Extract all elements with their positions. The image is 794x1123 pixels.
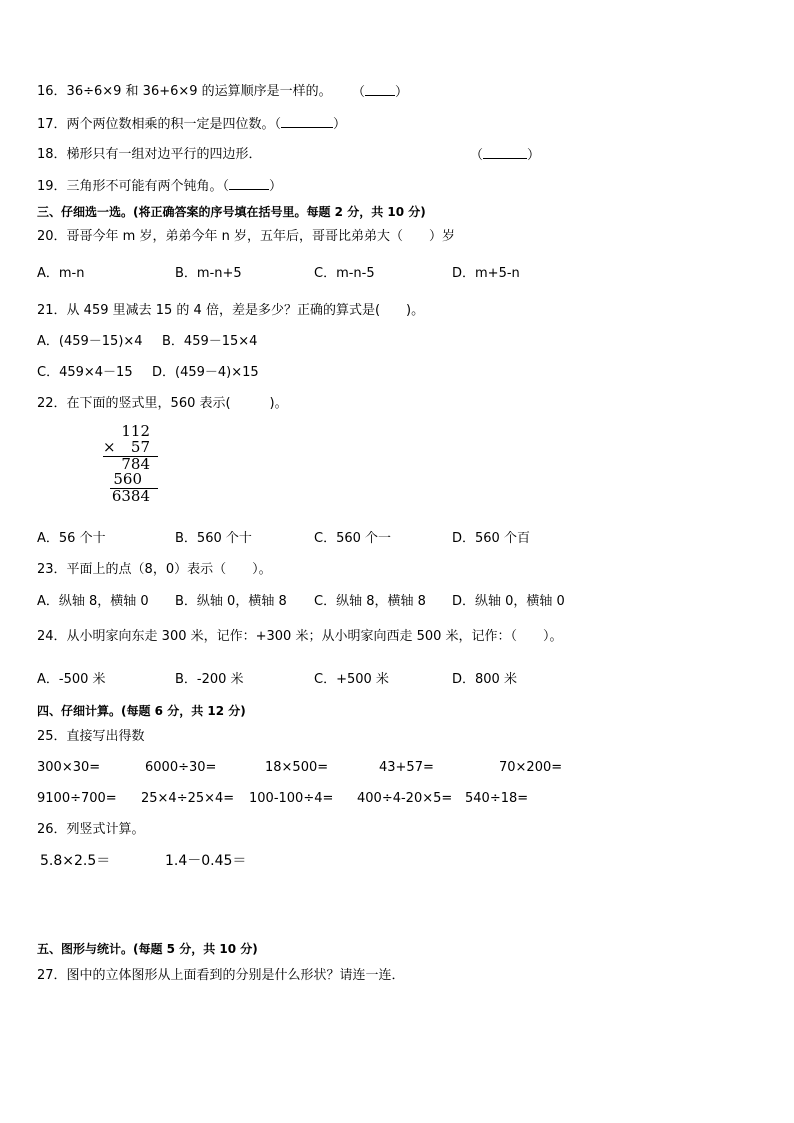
q20-option-c[interactable]: C．m-n-5: [314, 266, 375, 281]
question-25: 25．直接写出得数: [37, 729, 145, 744]
question-text: 19．三角形不可能有两个钝角。（: [37, 179, 230, 194]
product-result: 6384: [111, 487, 150, 505]
answer-blank-16[interactable]: （ ）: [352, 85, 409, 100]
vertical-calc-item: 5.8×2.5＝: [40, 853, 111, 869]
question-22: 22．在下面的竖式里，560 表示( )。: [37, 396, 288, 411]
calc-item: 300×30=: [37, 760, 101, 775]
question-text: 18．梯形只有一组对边平行的四边形．: [37, 147, 262, 162]
section-5-heading: 五、图形与统计。(每题 5 分，共 10 分): [37, 942, 258, 956]
question-27: 27．图中的立体图形从上面看到的分别是什么形状？请连一连．: [37, 968, 405, 983]
q23-option-c[interactable]: C．纵轴 8，横轴 8: [314, 594, 426, 609]
question-18: [37, 147, 262, 163]
calc-item: 70×200=: [499, 760, 563, 775]
section-4-heading: 四、仔细计算。(每题 6 分，共 12 分): [37, 704, 246, 718]
calc-item: 9100÷700=: [37, 791, 117, 806]
q22-option-d[interactable]: D．560 个百: [452, 531, 530, 546]
q23-option-a[interactable]: A．纵轴 8，横轴 0: [37, 594, 149, 609]
calc-item: 100-100÷4=: [249, 791, 334, 806]
question-26: 26．列竖式计算。: [37, 822, 145, 837]
q24-option-c[interactable]: C．+500 米: [314, 672, 389, 687]
question-23: 23．平面上的点（8，0）表示（ ）。: [37, 562, 272, 577]
vertical-calc-item: 1.4－0.45＝: [165, 853, 247, 869]
question-text: 17．两个两位数相乘的积一定是四位数。（: [37, 117, 282, 132]
partial-product-2: 560: [113, 470, 142, 488]
q22-option-b[interactable]: B．560 个十: [175, 531, 252, 546]
q21-option-d[interactable]: D．(459－4)×15: [152, 365, 259, 380]
multiplier: 57: [130, 438, 150, 456]
question-21: 21．从 459 里减去 15 的 4 倍，差是多少？正确的算式是( )。: [37, 303, 425, 318]
q20-option-d[interactable]: D．m+5-n: [452, 266, 520, 281]
q23-option-d[interactable]: D．纵轴 0，横轴 0: [452, 594, 565, 609]
calc-item: 400÷4-20×5=: [357, 791, 453, 806]
section-3-heading: 三、仔细选一选。(将正确答案的序号填在括号里。每题 2 分，共 10 分): [37, 205, 426, 219]
calc-item: 540÷18=: [465, 791, 529, 806]
question-16: [37, 84, 332, 100]
multiplicand: 112: [121, 422, 150, 440]
question-24: 24．从小明家向东走 300 米，记作：+300 米；从小明家向西走 500 米，记作：（ ）。: [37, 629, 563, 644]
q24-option-b[interactable]: B．-200 米: [175, 672, 244, 687]
q24-option-a[interactable]: A．-500 米: [37, 672, 106, 687]
question-text: 16．36÷6×9 和 36+6×9 的运算顺序是一样的。: [37, 84, 332, 99]
blank-line[interactable]: [483, 147, 527, 159]
q21-option-a[interactable]: A．(459－15)×4: [37, 334, 143, 349]
calc-item: 6000÷30=: [145, 760, 217, 775]
q21-option-c[interactable]: C．459×4－15: [37, 365, 133, 380]
q21-option-b[interactable]: B．459－15×4: [162, 334, 258, 349]
calc-item: 43+57=: [379, 760, 434, 775]
q22-option-a[interactable]: A．56 个十: [37, 531, 106, 546]
question-17: 17．两个两位数相乘的积一定是四位数。（ ）: [37, 117, 347, 132]
answer-blank-18[interactable]: （ ）: [470, 148, 541, 163]
partial-product-1: 784: [121, 455, 150, 473]
answer-blank-17[interactable]: [281, 116, 333, 128]
q23-option-b[interactable]: B．纵轴 0，横轴 8: [175, 594, 287, 609]
q20-option-a[interactable]: A．m-n: [37, 266, 85, 281]
q22-option-c[interactable]: C．560 个一: [314, 531, 392, 546]
calc-item: 18×500=: [265, 760, 329, 775]
calc-item: 25×4÷25×4=: [141, 791, 235, 806]
q24-option-d[interactable]: D．800 米: [452, 672, 517, 687]
question-20: 20．哥哥今年 m 岁，弟弟今年 n 岁，五年后，哥哥比弟弟大（ ）岁: [37, 229, 455, 244]
question-19: 19．三角形不可能有两个钝角。（ ）: [37, 179, 283, 194]
blank-line[interactable]: [365, 84, 395, 96]
multiply-sign: ×: [103, 438, 116, 456]
answer-blank-19[interactable]: [229, 178, 269, 190]
q20-option-b[interactable]: B．m-n+5: [175, 266, 242, 281]
